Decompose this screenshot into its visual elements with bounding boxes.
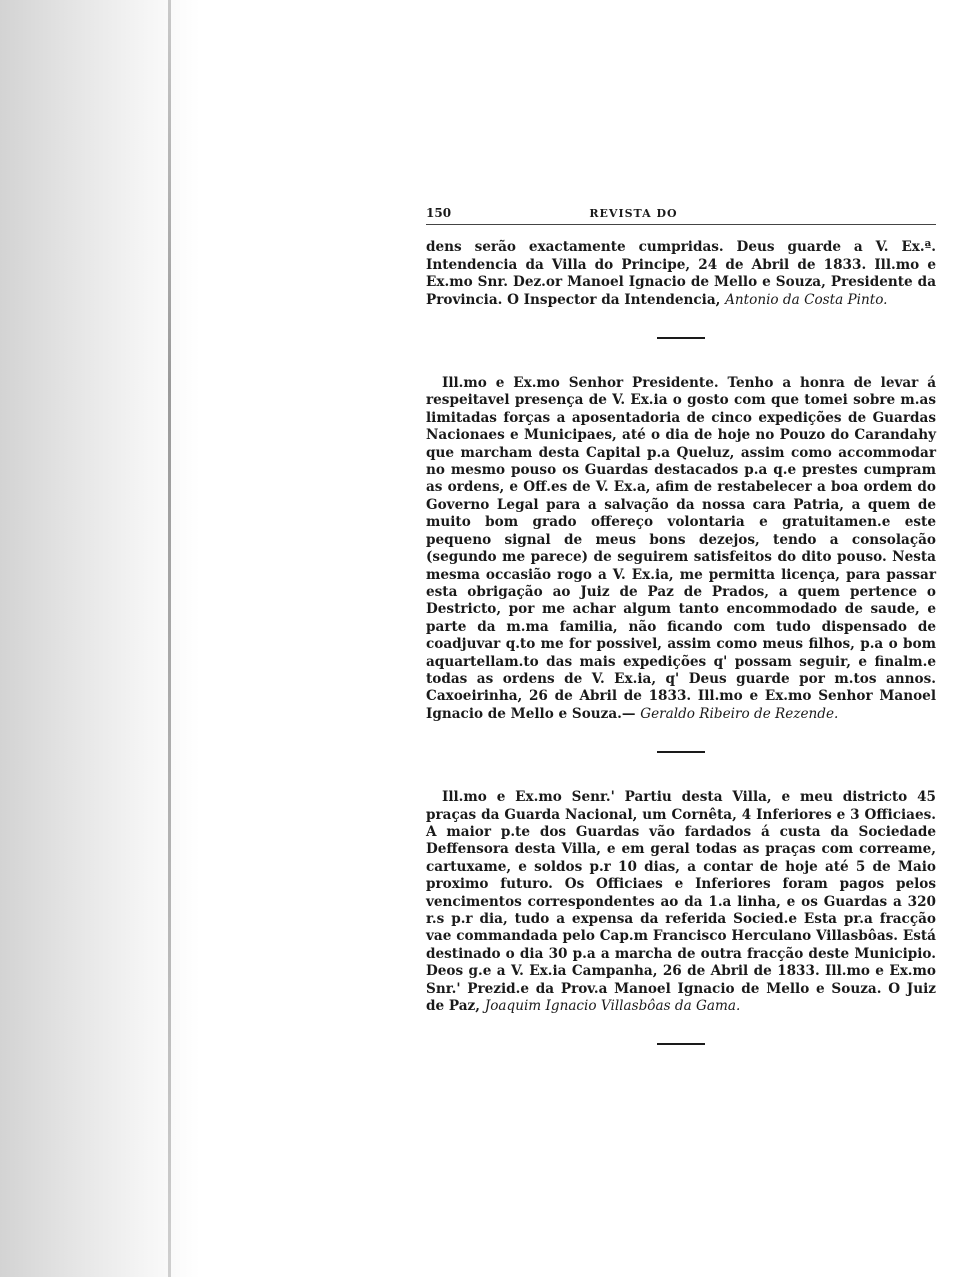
letter-2-signature: Geraldo Ribeiro de Rezende. [640, 705, 839, 722]
section-divider [657, 1043, 705, 1045]
section-divider [657, 751, 705, 753]
running-header [426, 205, 936, 225]
letter-3-signature: Joaquim Ignacio Villasbôas da Gama. [484, 998, 741, 1015]
letter-2-body: Ill.mo e Ex.mo Senhor Presidente. Tenho a honra de levar á respeitavel presença de V. Ex.ia o gosto com que tomei sobre m.as limitadas forças a aposentadoria de cinco expedições de Guardas Nacionaes e Municipaes, até o dia de hoje no Pouzo do Carandahy que marcham desta Capital p.a Queluz, assim como accommodar no mesmo pouso os Guardas destacados p.a q.e prestes cumpram as ordens, e Off.es de V. Ex.a, afim de restabelecer a boa ordem do Governo Legal para a salvação da nossa cara Patria, a quem de muito bom grado offereço volontaria e gratuitamen.e este pequeno signal de meus bons dezejos, tendo a consolação (segundo me parece) de seguirem satisfeitos do dito pouso. Nesta mesma occasião rogo a V. Ex.ia, me permitta licença, para passar esta obrigação ao Juiz de Paz de Prados, a quem pertence o Destricto, por me achar algum tanto encommodado de saude, e parte da m.ma familia, não ficando com tudo dispensado de coadjuvar q.to me for possivel, assim como meus filhos, p.a o bom aquartellam.to das mais expedições q' possam seguir, e finalm.e todas as ordens de V. Ex.ia, q' Deus guarde por m.tos annos. Caxoeirinha, 26 de Abril de 1833. Ill.mo e Ex.mo Senhor Manoel Ignacio de Mello e Souza.— [426, 375, 936, 722]
letter-2 [426, 375, 936, 723]
page-number: 150 [426, 206, 452, 220]
section-divider [657, 337, 705, 339]
letter-1-signature: Antonio da Costa Pinto. [725, 291, 888, 308]
letter-1-body: dens serão exactamente cumpridas. Deus guarde a V. Ex.ª. Intendencia da Villa do Principe, 24 de Abril de 1833. Ill.mo e Ex.mo Snr. Dez.or Manoel Ignacio de Mello e Souza, Presidente da Provincia. O Inspector da Intendencia, [426, 239, 936, 308]
running-title: REVISTA DO [589, 207, 678, 220]
binding-edge [168, 0, 171, 1277]
letter-3-body: Ill.mo e Ex.mo Senr.' Partiu desta Villa, e meu districto 45 praças da Guarda Nacional, um Cornêta, 4 Inferiores e 3 Officiaes. A maior p.te dos Guardas vão fardados á custa da Sociedade Deffensora desta Villa, e em geral todas as praças com correame, cartuxame, e soldos p.r 10 dias, a contar de hoje até 5 de Maio proximo futuro. Os Officiaes e Inferiores foram pagos pelos vencimentos correspondentes ao da 1.a linha, e os Guardas a 320 r.s p.r dia, tudo a expensa da referida Socied.e Esta pr.a fracção vae commandada pelo Cap.m Francisco Herculano Villasbôas. Está destinado o dia 30 p.a a marcha de outra fracção deste Municipio. Deos g.e a V. Ex.ia Campanha, 26 de Abril de 1833. Ill.mo e Ex.mo Snr.' Prezid.e da Prov.a Manoel Ignacio de Mello e Souza. O Juiz de Paz, [426, 789, 936, 1015]
letter-3 [426, 789, 936, 1015]
letter-1 [426, 239, 936, 309]
book-page [426, 205, 936, 1081]
